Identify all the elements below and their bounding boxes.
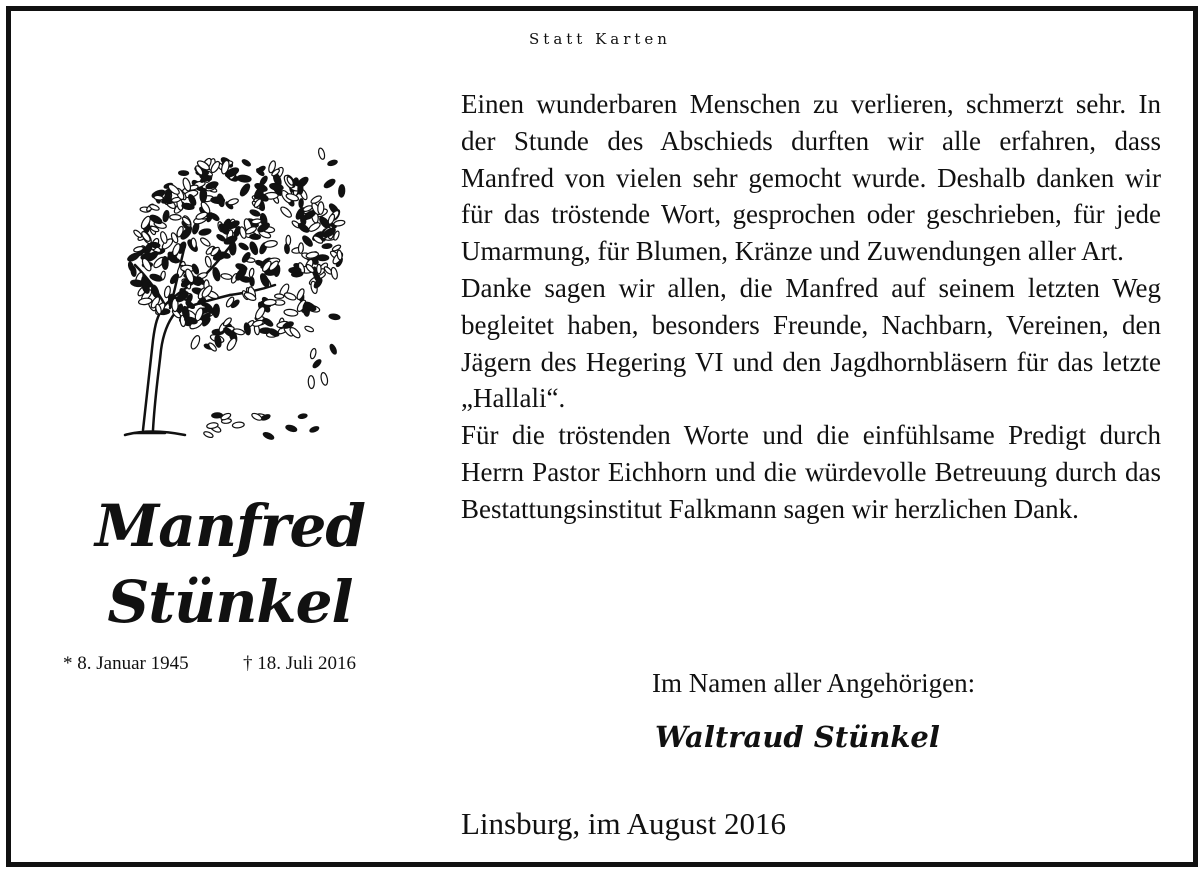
place-and-date: Linsburg, im August 2016 bbox=[461, 806, 786, 841]
message-paragraph-3: Für die tröstenden Worte und die einfühlsame Predigt durch Herrn Pastor Eichhorn und die würdevolle Betreuung durch das Bestattungsinstitut Falkmann sagen wir herzlichen Dank. bbox=[461, 420, 1161, 524]
deceased-first-name: Manfred bbox=[95, 492, 365, 560]
header-text: Statt Karten bbox=[529, 30, 671, 48]
death-date: † 18. Juli 2016 bbox=[243, 653, 356, 674]
birth-date: * 8. Januar 1945 bbox=[63, 653, 189, 674]
thank-you-message bbox=[461, 86, 1161, 528]
deceased-last-name: Stünkel bbox=[107, 568, 353, 636]
wind-blown-tree-icon bbox=[95, 125, 355, 445]
header-statt-karten bbox=[0, 30, 1200, 48]
message-paragraph-1: Einen wunderbaren Menschen zu verlieren, schmerzt sehr. In der Stunde des Abschieds durften wir alle erfahren, dass Manfred von vielen sehr gemocht wurde. Deshalb danken wir für das tröstende Wort, gesprochen oder geschrieben, für jede Umarmung, für Blumen, Kränze und Zuwendungen aller Art. bbox=[461, 89, 1161, 267]
message-paragraph-2: Danke sagen wir allen, die Manfred auf seinem letzten Weg begleitet haben, besonders Freunde, Nachbarn, Vereinen, den Jägern des Hegering VI und den Jagdhornbläsern für das letzte „Hallali“. bbox=[461, 272, 1161, 414]
signoff-line: Im Namen aller Angehörigen: bbox=[652, 668, 976, 698]
signer-name: Waltraud Stünkel bbox=[655, 720, 940, 754]
